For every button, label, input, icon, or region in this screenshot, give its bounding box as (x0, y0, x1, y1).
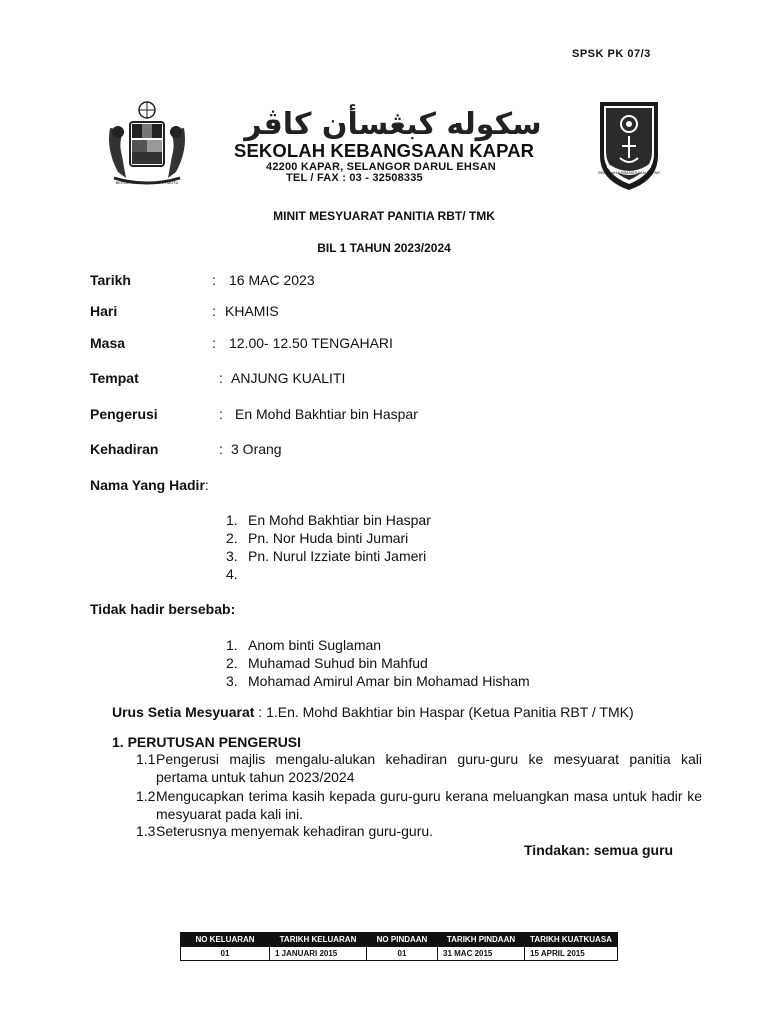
list-item: 3. Mohamad Amirul Amar bin Mohamad Hisham (226, 673, 530, 689)
kehadiran-colon: : (219, 441, 223, 457)
list-item: 3. Pn. Nurul Izziate binti Jameri (226, 548, 427, 564)
school-shield-logo-icon (598, 100, 660, 192)
list-item: 2. Muhamad Suhud bin Mahfud (226, 655, 428, 671)
table-header: TARIKH KUATKUASA (525, 933, 618, 947)
malaysia-coat-of-arms-icon (104, 98, 190, 186)
tarikh-label: Tarikh (90, 272, 131, 288)
minute-item: 1.2 Mengucapkan terima kasih kepada guru-guru kerana meluangkan masa untuk hadir ke mesyuarat pada kali ini. (136, 788, 702, 822)
urus-setia (112, 704, 634, 720)
hadir-list (226, 511, 431, 583)
section-heading: 1. PERUTUSAN PENGERUSI (112, 734, 302, 750)
table-cell: 01 (181, 947, 270, 961)
hadir-label: Nama Yang Hadir: (90, 477, 209, 493)
shield-motto: SEKOLAH KEBANGSAAN KAPAR (598, 170, 660, 175)
table-row (181, 947, 618, 961)
table-cell: 31 MAC 2015 (438, 947, 525, 961)
school-telephone: TEL / FAX : 03 - 32508335 (286, 172, 423, 184)
urus-setia-label: Urus Setia Mesyuarat (112, 704, 255, 720)
table-cell: 1 JANUARI 2015 (270, 947, 367, 961)
kehadiran-value: 3 Orang (231, 441, 282, 457)
table-cell: 15 APRIL 2015 (525, 947, 618, 961)
svg-text:BERSEKUTU BERTAMBAH MUTU: BERSEKUTU BERTAMBAH MUTU (115, 180, 179, 185)
school-address: 42200 KAPAR, SELANGOR DARUL EHSAN (266, 161, 496, 173)
table-header: TARIKH KELUARAN (270, 933, 367, 947)
hari-colon: : (212, 303, 216, 319)
school-name: SEKOLAH KEBANGSAAN KAPAR (234, 140, 535, 161)
document-control-table (180, 932, 618, 961)
urus-setia-value: : 1.En. Mohd Bakhtiar bin Haspar (Ketua Panitia RBT / TMK) (254, 704, 634, 720)
tempat-colon: : (219, 370, 223, 386)
table-header: NO KELUARAN (181, 933, 270, 947)
tarikh-value: 16 MAC 2023 (229, 272, 315, 288)
pengerusi-colon: : (219, 406, 223, 422)
pengerusi-value: En Mohd Bakhtiar bin Haspar (235, 406, 418, 422)
hari-label: Hari (90, 303, 118, 319)
list-item: 1. En Mohd Bakhtiar bin Haspar (226, 512, 431, 528)
action-note: Tindakan: semua guru (524, 842, 674, 858)
masa-value: 12.00- 12.50 TENGAHARI (229, 335, 393, 351)
tempat-value: ANJUNG KUALITI (231, 370, 346, 386)
minutes-title: MINIT MESYUARAT PANITIA RBT/ TMK (273, 209, 495, 223)
jawi-text: سکوله کبڠسأن کاڤر (244, 107, 542, 142)
minutes-subtitle: BIL 1 TAHUN 2023/2024 (317, 241, 451, 255)
masa-colon: : (212, 335, 216, 351)
table-header: TARIKH PINDAAN (438, 933, 525, 947)
table-header-row (181, 933, 618, 947)
hari-value: KHAMIS (225, 303, 279, 319)
school-name-jawi (234, 104, 552, 142)
table-header: NO PINDAAN (367, 933, 438, 947)
document-code: SPSK PK 07/3 (572, 48, 651, 60)
tidak-hadir-label: Tidak hadir bersebab: (90, 601, 236, 617)
list-item: 1. Anom binti Suglaman (226, 637, 382, 653)
minute-item: 1.1 Pengerusi majlis mengalu-alukan kehadiran guru-guru ke mesyuarat panitia kali pertama untuk tahun 2023/2024 (136, 751, 702, 785)
tempat-label: Tempat (90, 370, 139, 386)
tidak-hadir-list (226, 636, 530, 690)
masa-label: Masa (90, 335, 126, 351)
pengerusi-label: Pengerusi (90, 406, 158, 422)
list-item: 4. (226, 566, 238, 582)
tarikh-colon: : (212, 272, 216, 288)
table-cell: 01 (367, 947, 438, 961)
minute-item: 1.3 Seterusnya menyemak kehadiran guru-guru. (136, 823, 434, 839)
kehadiran-label: Kehadiran (90, 441, 159, 457)
list-item: 2. Pn. Nor Huda binti Jumari (226, 530, 409, 546)
